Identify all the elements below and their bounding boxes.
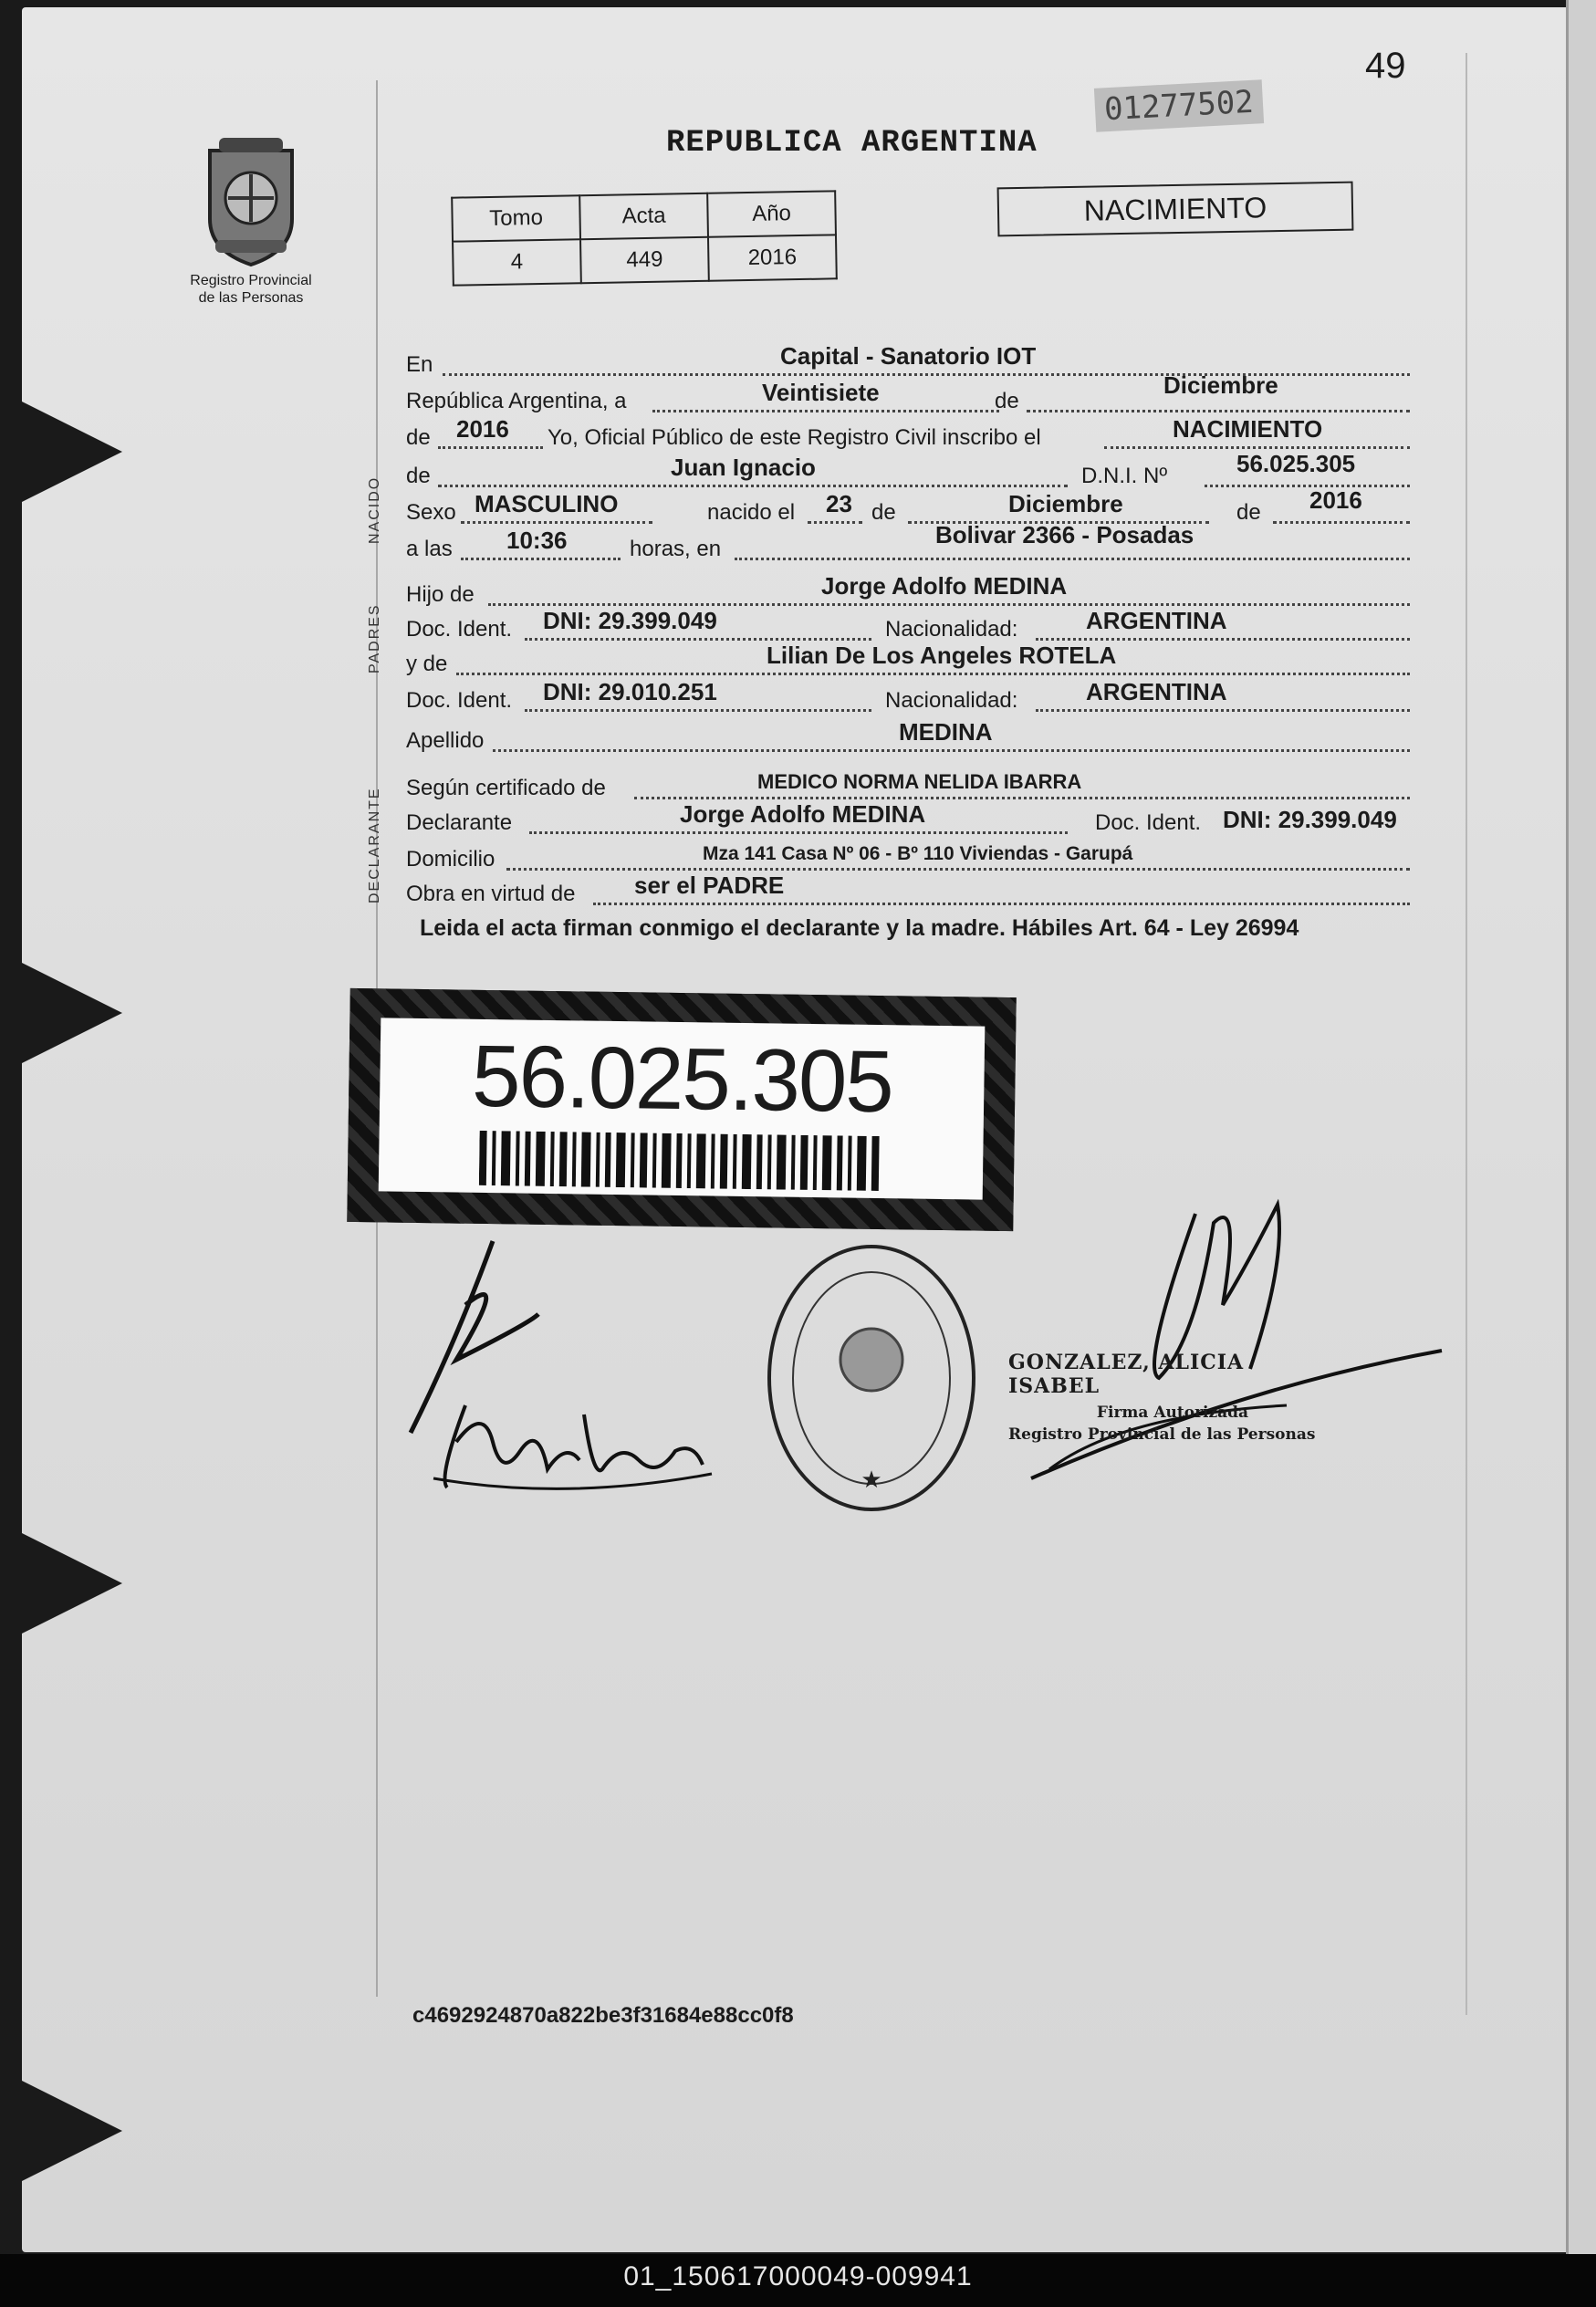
row-domicilio xyxy=(406,840,1414,876)
reference-table-header xyxy=(452,191,836,241)
value-madre-doc: DNI: 29.010.251 xyxy=(543,678,717,705)
value-domicilio: Mza 141 Casa Nº 06 - Bº 110 Viviendas - Garupá xyxy=(703,843,1133,864)
registry-line-1: Registro Provincial xyxy=(190,273,312,288)
footer-note: Leida el acta firman conmigo el declarante y la madre. Hábiles Art. 64 - Ley 26994 xyxy=(420,915,1299,941)
label-de: de xyxy=(406,425,431,450)
dotted-line xyxy=(529,831,1068,834)
dotted-line xyxy=(461,558,621,560)
label-a-las: a las xyxy=(406,537,453,561)
row-declarante xyxy=(406,800,1414,840)
dotted-line xyxy=(1027,410,1410,412)
document-id: 01_150617000049-009941 xyxy=(623,2261,973,2291)
binding-notch xyxy=(22,1533,122,1634)
header-acta: Acta xyxy=(579,193,708,239)
value-dni: 56.025.305 xyxy=(1236,450,1356,477)
barcode-icon xyxy=(479,1131,881,1191)
label-republica: República Argentina, a xyxy=(406,389,627,413)
dotted-line xyxy=(1036,709,1410,712)
row-apellido xyxy=(406,718,1414,757)
value-declarante: Jorge Adolfo MEDINA xyxy=(680,800,926,828)
dotted-line xyxy=(735,558,1410,560)
dotted-line xyxy=(634,797,1410,799)
label-doc-ident: Doc. Ident. xyxy=(406,688,513,713)
dotted-line xyxy=(593,903,1410,905)
value-en: Capital - Sanatorio IOT xyxy=(780,342,1037,370)
page-number: 49 xyxy=(1365,46,1406,86)
binding-notch xyxy=(22,963,122,1063)
dotted-line xyxy=(1205,485,1410,487)
dotted-line xyxy=(493,749,1410,752)
value-anio-acta: 2016 xyxy=(456,415,509,443)
madre-signature-icon xyxy=(429,1387,721,1506)
label-nacido: nacido el xyxy=(707,500,796,525)
value-mes: Diciembre xyxy=(1163,371,1278,399)
official-name: GONZALEZ, ALICIA ISABEL xyxy=(1008,1351,1245,1398)
label-certificado: Según certificado de xyxy=(406,776,606,800)
section-label-declarante: DECLARANTE xyxy=(367,787,382,903)
label-doc-ident: Doc. Ident. xyxy=(1095,810,1202,835)
label-sexo: Sexo xyxy=(406,500,456,525)
provincial-crest-icon xyxy=(192,132,310,269)
dni-sticker xyxy=(347,988,1017,1231)
row-obra xyxy=(406,874,1414,911)
row-sexo xyxy=(406,486,1414,529)
label-dni: D.N.I. Nº xyxy=(1081,464,1168,488)
header-anio: Año xyxy=(707,191,836,236)
dotted-line xyxy=(438,485,1068,487)
serial-number: 01277502 xyxy=(1094,79,1264,132)
row-padre xyxy=(406,572,1414,611)
official-block xyxy=(1008,1351,1337,1444)
dotted-line xyxy=(438,446,543,449)
value-apellido: MEDINA xyxy=(899,718,993,746)
value-hora: 10:36 xyxy=(506,527,568,554)
value-inscribe: NACIMIENTO xyxy=(1173,415,1323,443)
label-obra: Obra en virtud de xyxy=(406,882,576,906)
value-nacido-mes: Diciembre xyxy=(1008,490,1123,517)
label-de: de xyxy=(995,389,1019,413)
sheet-edge xyxy=(1566,0,1596,2254)
dni-sticker-number: 56.025.305 xyxy=(471,1027,893,1132)
row-certificado xyxy=(406,768,1414,805)
right-margin-line xyxy=(1466,53,1467,2015)
row-hora-lugar xyxy=(406,521,1414,566)
value-acta: 449 xyxy=(580,237,709,283)
row-nombre xyxy=(406,450,1414,493)
dotted-line xyxy=(506,868,1410,871)
section-label-padres: PADRES xyxy=(367,603,382,673)
value-padre-doc: DNI: 29.399.049 xyxy=(543,607,717,634)
document-hash: c4692924870a822be3f31684e88cc0f8 xyxy=(412,2003,794,2028)
row-padre-doc xyxy=(406,607,1414,646)
dotted-line xyxy=(461,521,652,524)
row-madre-doc xyxy=(406,678,1414,717)
dotted-line xyxy=(1273,521,1410,524)
value-nacido-anio: 2016 xyxy=(1309,486,1362,514)
binding-notch xyxy=(22,2081,122,2181)
value-declarante-doc: DNI: 29.399.049 xyxy=(1223,806,1397,833)
value-madre: Lilian De Los Angeles ROTELA xyxy=(767,642,1117,669)
value-dia: Veintisiete xyxy=(762,379,880,406)
registry-caption xyxy=(169,272,333,307)
label-domicilio: Domicilio xyxy=(406,847,495,872)
row-inscripcion xyxy=(406,415,1414,454)
value-padre-nac: ARGENTINA xyxy=(1086,607,1227,634)
dotted-line xyxy=(488,603,1410,606)
header-tomo: Tomo xyxy=(452,195,580,241)
dotted-line xyxy=(1036,638,1410,641)
value-nombre: Juan Ignacio xyxy=(671,454,816,481)
label-horas-en: horas, en xyxy=(630,537,722,561)
label-oficial: Yo, Oficial Público de este Registro Civil inscribo el xyxy=(548,425,1041,450)
dotted-line xyxy=(1104,446,1410,449)
official-role: Firma Autorizada xyxy=(1096,1404,1249,1422)
label-apellido: Apellido xyxy=(406,728,485,753)
document-title: REPUBLICA ARGENTINA xyxy=(666,126,1038,161)
value-obra: ser el PADRE xyxy=(634,872,785,899)
label-hijo-de: Hijo de xyxy=(406,582,475,607)
official-registry: Registro Provincial de las Personas xyxy=(1008,1425,1316,1444)
label-en: En xyxy=(406,352,433,377)
value-tomo: 4 xyxy=(453,239,581,285)
binding-notch xyxy=(22,402,122,502)
registry-line-2: de las Personas xyxy=(198,290,304,306)
section-label-nacido: NACIDO xyxy=(367,475,382,544)
reference-table xyxy=(451,190,838,286)
label-nacionalidad: Nacionalidad: xyxy=(885,617,1018,642)
row-fecha-acta xyxy=(406,371,1414,418)
value-lugar: Bolivar 2366 - Posadas xyxy=(935,521,1194,548)
dni-label xyxy=(379,1018,986,1199)
value-anio: 2016 xyxy=(708,235,837,280)
official-stamp-icon xyxy=(762,1241,981,1515)
dotted-line xyxy=(456,673,1410,675)
dotted-line xyxy=(525,638,871,641)
label-de: de xyxy=(1236,500,1261,525)
value-nacido-dia: 23 xyxy=(826,490,852,517)
row-madre xyxy=(406,644,1414,681)
label-nacionalidad: Nacionalidad: xyxy=(885,688,1018,713)
dotted-line xyxy=(525,709,871,712)
label-de: de xyxy=(871,500,896,525)
value-certificado: MEDICO NORMA NELIDA IBARRA xyxy=(757,770,1082,793)
label-y-de: y de xyxy=(406,652,448,676)
reference-table-values xyxy=(453,235,837,285)
dotted-line xyxy=(808,521,862,524)
svg-text:★: ★ xyxy=(861,1466,882,1493)
label-doc-ident: Doc. Ident. xyxy=(406,617,513,642)
dotted-line xyxy=(652,410,999,412)
label-de: de xyxy=(406,464,431,488)
value-madre-nac: ARGENTINA xyxy=(1086,678,1227,705)
label-declarante: Declarante xyxy=(406,810,513,835)
value-sexo: MASCULINO xyxy=(475,490,619,517)
value-padre: Jorge Adolfo MEDINA xyxy=(821,572,1068,600)
record-type: NACIMIENTO xyxy=(997,182,1354,237)
